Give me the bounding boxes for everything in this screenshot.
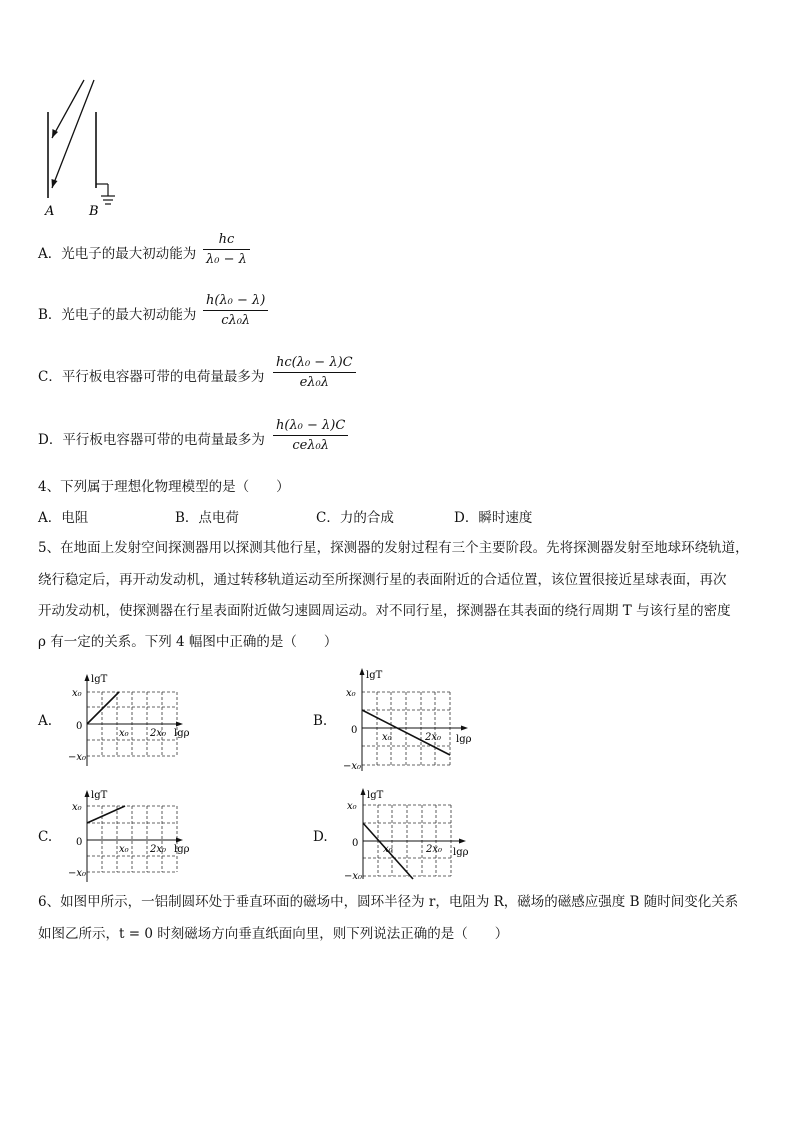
- q4-option-c: C．力的合成: [316, 510, 394, 526]
- plates-figure: [36, 78, 136, 223]
- svg-text:x₀: x₀: [347, 801, 357, 812]
- q3-option-a-fraction: $\frac{hc}{\text{λ₀ − λ}}$: [203, 232, 250, 267]
- svg-text:x₀: x₀: [72, 688, 82, 699]
- svg-text:lgT: lgT: [91, 674, 108, 685]
- svg-text:2x₀: 2x₀: [150, 844, 167, 855]
- plate-a-label: A: [45, 204, 55, 219]
- q5-line-1: 5、在地面上发射空间探测器用以探测其他行星，探测器的发射过程有三个主要阶段。先将探测器发射至地球环绕轨道，: [38, 540, 749, 556]
- svg-text:−x₀: −x₀: [68, 752, 87, 763]
- q5-line-4: ρ 有一定的关系。下列 4 幅图中正确的是（ ）: [38, 634, 338, 650]
- q3-option-d: D．平行板电容器可带的电荷量最多为: [38, 432, 265, 448]
- q4-option-b: B．点电荷: [175, 510, 239, 526]
- svg-text:x₀: x₀: [382, 732, 392, 743]
- q3-option-b: B．光电子的最大初动能为: [38, 307, 197, 323]
- plate-b-label: B: [89, 204, 99, 219]
- svg-text:x₀: x₀: [72, 802, 82, 813]
- q4-option-a: A．电阻: [38, 510, 89, 526]
- q6-line-2: 如图乙所示，t = 0 时刻磁场方向垂直纸面向里，则下列说法正确的是（ ）: [38, 926, 509, 942]
- svg-text:lgρ: lgρ: [174, 844, 190, 855]
- q5-line-2: 绕行稳定后，再开动发动机，通过转移轨道运动至所探测行星的表面附近的合适位置，该位置很接近星球表面，再次: [38, 572, 727, 588]
- svg-text:lgT: lgT: [91, 790, 108, 801]
- graph-a: [62, 672, 202, 770]
- svg-text:x₀: x₀: [119, 844, 129, 855]
- q3-option-c: C．平行板电容器可带的电荷量最多为: [38, 369, 265, 385]
- graph-b-label: B.: [313, 713, 328, 729]
- svg-text:−x₀: −x₀: [68, 868, 87, 879]
- svg-text:0: 0: [76, 837, 83, 848]
- svg-text:lgρ: lgρ: [456, 734, 472, 745]
- graph-b: [335, 665, 480, 775]
- q3-option-d-fraction: h(λ₀ − λ)C ceλ₀λ: [273, 418, 348, 453]
- q3-option-a: A．光电子的最大初动能为: [38, 246, 197, 262]
- q3-option-b-fraction: $\frac{\text{h(λ₀ − λ)}}{\text{cλ₀λ}}$: [203, 293, 268, 328]
- svg-text:2x₀: 2x₀: [150, 728, 167, 739]
- svg-text:x₀: x₀: [383, 844, 393, 855]
- svg-text:2x₀: 2x₀: [426, 844, 443, 855]
- q3-option-c-fraction: $\frac{\text{hc(λ₀ − λ)C}}{\text{eλ₀λ}}$: [273, 355, 356, 390]
- graph-c-label: C.: [38, 829, 53, 845]
- svg-text:lgT: lgT: [366, 670, 383, 681]
- svg-text:lgT: lgT: [367, 790, 384, 801]
- svg-text:x₀: x₀: [119, 728, 129, 739]
- q5-line-3: 开动发动机，使探测器在行星表面附近做匀速圆周运动。对不同行星，探测器在其表面的绕行周期 T 与该行星的密度: [38, 603, 731, 619]
- q4-option-d: D．瞬时速度: [454, 510, 533, 526]
- graph-d-label: D.: [313, 829, 328, 845]
- svg-text:2x₀: 2x₀: [425, 732, 442, 743]
- svg-text:lgρ: lgρ: [453, 847, 469, 858]
- q4-stem: 4、下列属于理想化物理模型的是（ ）: [38, 479, 290, 495]
- svg-text:0: 0: [352, 838, 359, 849]
- svg-text:−x₀: −x₀: [343, 761, 362, 772]
- svg-text:0: 0: [351, 725, 358, 736]
- svg-text:−x₀: −x₀: [344, 871, 363, 880]
- graph-c: [62, 788, 202, 886]
- svg-text:0: 0: [76, 721, 83, 732]
- q6-line-1: 6、如图甲所示，一铝制圆环处于垂直环面的磁场中，圆环半径为 r，电阻为 R，磁场的磁感应强度 B 随时间变化关系: [38, 894, 739, 910]
- graph-d: [335, 785, 480, 880]
- graph-a-label: A.: [38, 713, 53, 729]
- svg-text:lgρ: lgρ: [174, 728, 190, 739]
- svg-text:x₀: x₀: [346, 688, 356, 699]
